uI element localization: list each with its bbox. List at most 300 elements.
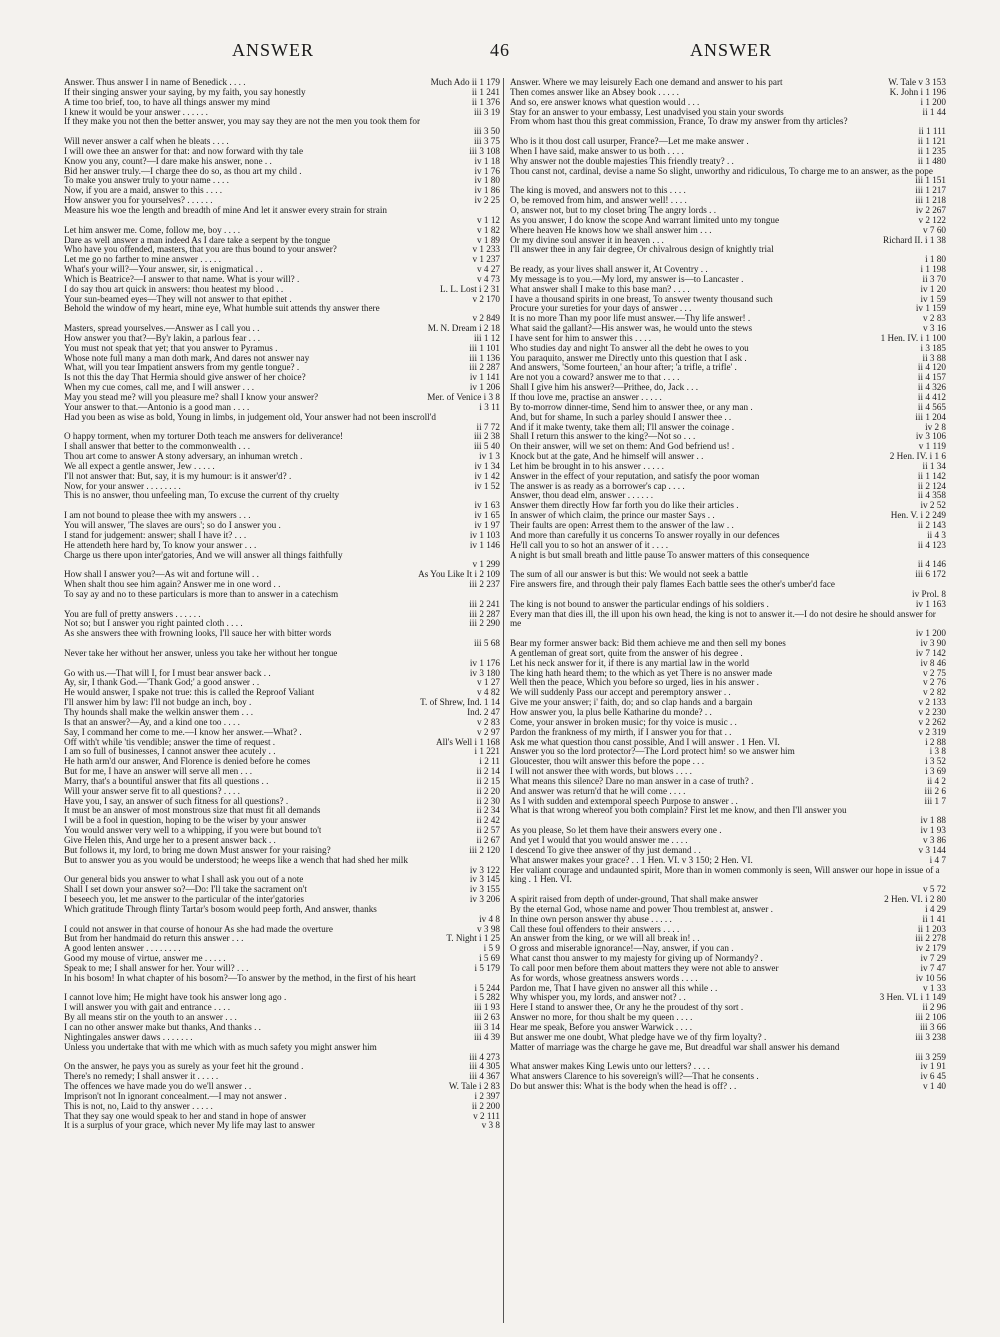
play-reference: iii 1 7 — [924, 795, 946, 806]
quotation-entry — [510, 373, 946, 383]
quotation-entry — [510, 403, 946, 413]
quotation-text: By to-morrow dinner-time, Send him to answer thee, or any man . — [510, 402, 753, 412]
quotation-text: Stay for an answer to your embassy, Lest unadvised you stain your swords — [510, 107, 784, 117]
quotation-text: As you answer, I do know the scope And warrant limited unto my tongue — [510, 215, 780, 225]
quotation-entry — [64, 806, 500, 816]
quotation-text: Off with't while 'tis vendible; answer the time of request . — [64, 737, 276, 747]
quotation-entry — [510, 521, 946, 531]
play-reference: ii 4 120 — [917, 362, 946, 373]
play-reference: iv 4 8 — [479, 913, 500, 924]
quotation-text: I will answer you with gait and entrance . . . . — [64, 1003, 231, 1013]
quotation-entry — [510, 206, 946, 216]
quotation-text: Speak to me; I shall answer for her. Your will? . . . — [64, 963, 249, 973]
play-reference: i 3 8 — [929, 746, 946, 757]
quotation-text: I will be a fool in question, hoping to be the wiser by your answer — [64, 816, 307, 826]
play-reference: ii 2 57 — [476, 825, 500, 836]
quotation-entry — [510, 757, 946, 767]
quotation-entry — [510, 905, 946, 915]
quotation-entry — [64, 285, 500, 295]
play-reference: i 1 200 — [920, 96, 946, 107]
play-reference: iv 1 34 — [474, 460, 500, 471]
play-reference: iii 1 12 — [473, 332, 500, 343]
play-reference: ii 2 143 — [917, 519, 946, 530]
play-reference: All's Well i 1 168 — [435, 736, 500, 747]
quotation-text: Whose note full many a man doth mark, And dares not answer nay — [64, 353, 310, 363]
play-reference: v 3 98 — [477, 923, 500, 934]
play-reference: ii 1 480 — [917, 155, 946, 166]
quotation-text: O gross and miserable ignorance!—Nay, answer, if you can . — [510, 944, 734, 954]
quotation-text: Which is Beatrice?—I answer to that name. What is your will? . — [64, 274, 300, 284]
quotation-entry — [64, 875, 500, 885]
play-reference: i 5 244 — [474, 982, 500, 993]
play-reference: iv 6 45 — [920, 1071, 946, 1082]
quotation-entry — [64, 905, 500, 925]
play-reference: v 1 299 — [472, 559, 500, 570]
play-reference: iii 3 66 — [919, 1022, 946, 1032]
play-reference: ii 4 2 — [927, 775, 946, 786]
play-reference: v 2 97 — [477, 726, 500, 737]
play-reference: Hen. V. i 2 249 — [890, 510, 946, 521]
play-reference: iv 1 20 — [920, 283, 946, 294]
quotation-text: I shall answer that better to the commonwealth . . . — [64, 442, 250, 452]
quotation-entry — [510, 78, 946, 88]
quotation-text: Then comes answer like an Absey book . . . . . — [510, 87, 679, 97]
play-reference: ii 2 30 — [476, 795, 500, 806]
play-reference: ii 1 34 — [922, 460, 946, 471]
play-reference: W. Tale v 3 153 — [888, 78, 946, 87]
quotation-entry — [64, 344, 500, 354]
play-reference: iv 2 52 — [920, 500, 946, 511]
quotation-text: Will your answer serve fit to all questions? . . . . — [64, 786, 240, 796]
quotation-text: What answers Clarence to his sovereign's will?—That he consents . — [510, 1072, 759, 1082]
play-reference: iii 6 172 — [915, 569, 946, 580]
quotation-text: A good lenten answer . . . . . . . . — [64, 944, 181, 954]
quotation-text: And yet I would that you would answer me . . . . — [510, 835, 688, 845]
play-reference: iii 2 38 — [473, 431, 500, 442]
play-reference: iv 3 106 — [915, 431, 946, 442]
quotation-text: How answer you, la plus belle Katharine du monde? . . — [510, 708, 712, 717]
play-reference: v 1 12 — [477, 214, 500, 225]
quotation-text: Shall I return this answer to the king?—Not so . . . — [510, 432, 696, 442]
quotation-text: What's your will?—Your answer, sir, is enigmatical . . — [64, 265, 263, 275]
play-reference: M. N. Dream i 2 18 — [427, 323, 500, 334]
play-reference: 3 Hen. VI. i 1 149 — [879, 992, 946, 1003]
quotation-entry — [64, 718, 500, 728]
quotation-entry — [64, 767, 500, 777]
play-reference: v 3 8 — [481, 1120, 500, 1131]
quotation-entry — [64, 393, 500, 403]
quotation-entry — [64, 816, 500, 826]
quotation-entry — [510, 974, 946, 984]
quotation-text: And answers, 'Some fourteen,' an hour after; 'a trifle, a trifle' . — [510, 363, 737, 373]
quotation-text: What said the gallant?—His answer was, he would unto the stews — [510, 324, 753, 334]
quotation-text: O, be removed from him, and answer well! . . . . — [510, 196, 687, 206]
play-reference: iii 2 241 — [469, 598, 500, 609]
quotation-entry — [64, 1112, 500, 1122]
play-reference: K. John i 1 196 — [889, 86, 946, 97]
play-reference: ii 1 241 — [471, 86, 500, 97]
quotation-text: Answer in the effect of your reputation, and satisfy the poor woman — [510, 471, 760, 481]
play-reference: v 4 27 — [477, 264, 500, 275]
play-reference: ii 1 376 — [471, 96, 500, 107]
quotation-entry — [64, 590, 500, 610]
quotation-entry — [510, 836, 946, 846]
quotation-text: Their faults are open: Arrest them to the answer of the law . . — [510, 520, 734, 530]
play-reference: i 1 221 — [474, 746, 500, 757]
play-reference: v 2 83 — [477, 716, 500, 727]
play-reference: v 2 82 — [923, 687, 946, 698]
play-reference: 2 Hen. VI. i 2 80 — [884, 894, 946, 905]
quotation-text: To make you answer truly to your name . . . . — [64, 176, 229, 186]
play-reference: iii 2 120 — [469, 844, 500, 855]
quotation-entry — [510, 580, 946, 600]
play-reference: T. Night i 1 25 — [446, 933, 500, 944]
quotation-entry — [510, 728, 946, 738]
quotation-text: How shall I answer you?—As wit and fortune will . . — [64, 570, 259, 580]
quotation-text: The sum of all our answer is but this: We would not seek a battle — [510, 570, 748, 580]
play-reference: v 3 144 — [918, 844, 946, 855]
quotation-text: Let him be brought in to his answer . . . . . — [510, 461, 664, 471]
quotation-entry — [510, 344, 946, 354]
quotation-text: How answer you for yourselves? . . . . . . — [64, 196, 213, 206]
quotation-text: Dare as well answer a man indeed As I dare take a serpent by the tongue — [64, 235, 331, 245]
quotation-text: Knock but at the gate, And he himself will answer . . — [510, 452, 704, 462]
quotation-text: I have sent for him to answer this . . . . — [510, 333, 652, 343]
quotation-text: Have you, I say, an answer of such fitness for all questions? . — [64, 796, 289, 806]
quotation-text: A time too brief, too, to have all things answer my mind — [64, 97, 270, 107]
quotation-text: You would answer very well to a whipping, if you were but bound to't — [64, 826, 322, 836]
quotation-text: If they make you not then the better answer, you may say they are not the men you took them for — [64, 116, 421, 127]
play-reference: v 2 133 — [918, 697, 946, 708]
quotation-entry — [510, 934, 946, 944]
play-reference: iv 1 86 — [474, 185, 500, 196]
play-reference: ii 2 42 — [476, 815, 500, 826]
quotation-entry — [510, 698, 946, 708]
quotation-text: Charge us there upon inter'gatories, And we will answer all things faithfully — [64, 549, 343, 560]
play-reference: iv 1 18 — [474, 155, 500, 166]
quotation-text: Thou art come to answer A stony adversary, an inhuman wretch . — [64, 452, 303, 462]
quotation-entry — [510, 1023, 946, 1033]
play-reference: iii 1 218 — [915, 195, 946, 206]
play-reference: v 5 72 — [923, 884, 946, 895]
quotation-text: Now, for your answer . . . . . . . . — [64, 481, 181, 491]
quotation-text: This is not, no, Laid to thy answer . . . . . — [64, 1101, 213, 1111]
quotation-text: To say ay and no to these particulars is more than to answer in a catechism — [64, 588, 339, 599]
quotation-entry — [64, 797, 500, 807]
play-reference: i 2 88 — [925, 736, 946, 747]
quotation-entry — [64, 275, 500, 285]
play-reference: iii 1 93 — [473, 1002, 500, 1013]
quotation-text: Good my mouse of virtue, answer me . . . . . — [64, 954, 226, 964]
quotation-text: Answer. Thus answer I in name of Benedick . . . . — [64, 78, 246, 87]
play-reference: iv 1 63 — [474, 500, 500, 511]
play-reference: v 1 40 — [923, 1081, 946, 1092]
play-reference: v 3 16 — [923, 323, 946, 334]
play-reference: ii 2 124 — [917, 480, 946, 491]
quotation-text: Never take her without her answer, unless you take her without her tongue — [64, 647, 338, 658]
quotation-entry — [64, 925, 500, 935]
quotation-entry — [510, 314, 946, 324]
play-reference: v 2 122 — [918, 214, 946, 225]
quotation-text: On their answer, will we set on them: And God befriend us! . — [510, 442, 735, 452]
quotation-text: I am so full of businesses, I cannot answer thee acutely . . — [64, 747, 276, 757]
play-reference: i 2 397 — [474, 1090, 500, 1101]
play-reference: v 1 27 — [477, 677, 500, 688]
quotation-entry — [510, 137, 946, 147]
quotation-entry — [510, 649, 946, 659]
column-divider — [503, 78, 504, 1323]
quotation-entry — [64, 856, 500, 876]
play-reference: i 3 69 — [925, 766, 946, 777]
quotation-text: He hath arm'd our answer, And Florence is denied before he comes — [64, 757, 311, 767]
quotation-entry — [510, 964, 946, 974]
play-reference: ii 2 200 — [471, 1100, 500, 1111]
quotation-text: Procure your sureties for your days of answer . . . — [510, 304, 692, 314]
quotation-text: A spirit raised from depth of under-ground, That shall make answer — [510, 895, 758, 905]
quotation-entry — [510, 354, 946, 364]
quotation-entry — [510, 747, 946, 757]
quotation-text: Behold the window of my heart, mine eye, What humble suit attends thy answer there — [64, 303, 380, 314]
play-reference: iv 1 76 — [474, 165, 500, 176]
left-column — [64, 78, 500, 1323]
quotation-text: What is that wrong whereof you both complain? First let me know, and then I'll answer you — [510, 805, 847, 816]
page-number: 46 — [490, 40, 510, 60]
play-reference: iii 1 151 — [915, 175, 946, 186]
quotation-entry — [510, 767, 946, 777]
quotation-entry — [64, 147, 500, 157]
play-reference: iii 1 204 — [915, 411, 946, 422]
quotation-text: You paraquito, answer me Directly unto this question that I ask . — [510, 353, 747, 363]
quotation-text: Imprison't not In ignorant concealment.—I may not answer . — [64, 1091, 287, 1101]
play-reference: iv 1 65 — [474, 510, 500, 521]
quotation-entry — [64, 304, 500, 324]
quotation-text: Answer, thou dead elm, answer . . . . . . — [510, 491, 654, 501]
quotation-entry — [510, 472, 946, 482]
quotation-entry — [510, 895, 946, 905]
play-reference: v 3 86 — [923, 834, 946, 845]
play-reference: ii 1 111 — [918, 126, 946, 137]
quotation-entry — [64, 1062, 500, 1072]
play-reference: v 2 111 — [473, 1110, 500, 1121]
play-reference: iii 2 290 — [469, 618, 500, 629]
play-reference: iii 5 40 — [473, 441, 500, 452]
quotation-text: The king is moved, and answers not to this . . . . — [510, 186, 686, 196]
quotation-entry — [510, 777, 946, 787]
play-reference: v 7 60 — [923, 224, 946, 235]
quotation-text: As I with sudden and extemporal speech Purpose to answer . . — [510, 796, 738, 806]
play-reference: ii 4 157 — [917, 372, 946, 383]
play-reference: 2 Hen. IV. i 1 6 — [889, 451, 946, 462]
quotation-text: Which gratitude Through flinty Tartar's bosom would peep forth, And answer, thanks — [64, 903, 377, 914]
quotation-text: This is no answer, thou unfeeling man, To excuse the current of thy cruelty — [64, 490, 340, 501]
quotation-text: Do but answer this: What is the body when the head is off? . . — [510, 1082, 737, 1092]
quotation-entry — [510, 383, 946, 393]
play-reference: iv 1 146 — [469, 539, 500, 550]
quotation-entry — [510, 688, 946, 698]
quotation-entry — [64, 334, 500, 344]
quotation-text: Come, your answer in broken music; for thy voice is music . . — [510, 717, 737, 727]
play-reference: i 5 179 — [474, 962, 500, 973]
quotation-text: Unless you undertake that with me which with as much safety you might answer him — [64, 1041, 377, 1052]
quotation-entry — [64, 137, 500, 147]
quotation-text: Our general bids you answer to what I shall ask you out of a note — [64, 875, 304, 885]
quotation-text: Ay, sir, I thank God.—'Thank God;' a good answer . . — [64, 678, 260, 688]
quotation-text: What canst thou answer to my majesty for giving up of Normandy? . — [510, 954, 763, 964]
quotation-text: And answer was return'd that he will come . . . . — [510, 786, 686, 796]
quotation-entry — [510, 826, 946, 836]
play-reference: iv 1 141 — [469, 372, 500, 383]
quotation-entry — [64, 236, 500, 246]
quotation-entry — [510, 491, 946, 501]
running-head-left: ANSWER — [232, 40, 314, 60]
quotation-text: Bear my former answer back: Bid them achieve me and then sell my bones — [510, 639, 786, 649]
quotation-entry — [510, 88, 946, 98]
play-reference: i 3 11 — [479, 401, 500, 412]
play-reference: i 4 29 — [925, 903, 946, 914]
quotation-text: In answer of which claim, the prince our master Says . . — [510, 511, 715, 521]
quotation-entry — [510, 639, 946, 649]
quotation-entry — [64, 186, 500, 196]
quotation-text: That they say one would speak to her and stand in hope of answer — [64, 1111, 307, 1121]
quotation-entry — [64, 993, 500, 1003]
quotation-text: Answer them directly How far forth you do like their articles . — [510, 501, 739, 511]
play-reference: v 4 82 — [477, 687, 500, 698]
play-reference: ii 1 121 — [917, 136, 946, 147]
quotation-entry — [510, 413, 946, 423]
quotation-text: As she answers thee with frowning looks, I'll sauce her with bitter words — [64, 628, 332, 639]
play-reference: ii 1 235 — [917, 145, 946, 156]
quotation-text: Here I stand to answer thee, Or any he the proudest of thy sort . — [510, 1003, 744, 1013]
quotation-entry — [64, 747, 500, 757]
play-reference: ii 2 14 — [476, 766, 500, 777]
play-reference: As You Like It i 2 109 — [418, 569, 500, 580]
play-reference: iv 3 145 — [469, 874, 500, 885]
play-reference: iv 1 200 — [915, 628, 946, 639]
quotation-text: Thy hounds shall make the welkin answer them . . . — [64, 708, 254, 717]
quotation-entry — [64, 1102, 500, 1112]
play-reference: ii 2 20 — [476, 785, 500, 796]
quotation-entry — [64, 442, 500, 452]
quotation-text: Fire answers fire, and through their paly flames Each battle sees the other's umber'd face — [510, 579, 836, 590]
play-reference: ii 1 203 — [917, 923, 946, 934]
quotation-text: A gentleman of great sort, quite from the answer of his degree . — [510, 648, 743, 658]
quotation-text: May you stead me? will you pleasure me? shall I know your answer? — [64, 393, 319, 402]
quotation-text: A night is but small breath and little pause To answer matters of this consequence — [510, 549, 810, 560]
quotation-entry — [64, 1121, 500, 1131]
quotation-text: Shall I give him his answer?—Prithee, do, Jack . . . — [510, 383, 699, 393]
play-reference: i 5 69 — [479, 953, 500, 964]
quotation-entry — [510, 363, 946, 373]
play-reference: ii 3 88 — [922, 352, 946, 363]
quotation-entry — [510, 531, 946, 541]
quotation-entry — [510, 196, 946, 206]
play-reference: iii 2 6 — [924, 785, 946, 796]
play-reference: iv 3 155 — [469, 884, 500, 895]
play-reference: ii 1 41 — [922, 913, 946, 924]
play-reference: T. of Shrew, Ind. 1 14 — [420, 697, 500, 708]
quotation-entry — [64, 462, 500, 472]
quotation-text: I am not bound to please thee with my answers . . . — [64, 511, 251, 521]
quotation-text: Be ready, as your lives shall answer it, At Coventry . . — [510, 265, 708, 275]
quotation-text: I could not answer in that course of honour As she had made the overture — [64, 924, 333, 934]
quotation-entry — [510, 334, 946, 344]
quotation-entry — [64, 708, 500, 718]
quotation-text: Ask me what question thou canst possible, And I will answer . 1 Hen. VI. — [510, 737, 780, 747]
quotation-text: I beseech you, let me answer to the particular of the inter'gatories — [64, 895, 304, 905]
play-reference: iv 1 42 — [474, 470, 500, 481]
page-header — [0, 40, 1000, 70]
play-reference: iii 2 237 — [469, 579, 500, 590]
quotation-entry — [64, 452, 500, 462]
play-reference: iv 1 80 — [474, 175, 500, 186]
quotation-entry — [510, 1072, 946, 1082]
quotation-text: Go with us.—That will I, for I must bear answer back . . — [64, 668, 271, 678]
quotation-text: Say, I command her come to me.—I know her answer.—What? . — [64, 727, 302, 737]
quotation-text: There's no remedy; I shall answer it . . . . . — [64, 1072, 219, 1082]
play-reference: v 2 75 — [923, 667, 946, 678]
quotation-entry — [510, 304, 946, 314]
quotation-text: What answer shall I make to this base man? . . . . — [510, 284, 690, 294]
quotation-entry — [64, 432, 500, 442]
quotation-entry — [510, 452, 946, 462]
play-reference: ii 4 565 — [917, 401, 946, 412]
quotation-entry — [510, 167, 946, 187]
quotation-text: Give Helen this, And urge her to a present answer back . . — [64, 835, 276, 845]
play-reference: v 1 237 — [472, 254, 500, 265]
quotation-entry — [510, 669, 946, 679]
play-reference: iv 7 47 — [920, 962, 946, 973]
quotation-text: Call these foul offenders to their answers . . . . — [510, 924, 680, 934]
quotation-text: But for me, I have an answer will serve all men . . . — [64, 767, 253, 777]
play-reference: iii 4 367 — [469, 1071, 500, 1082]
quotation-text: I'll answer thee in any fair degree, Or chivalrous design of knightly trial — [510, 244, 774, 255]
quotation-text: The answer is as ready as a borrower's cap . . . . — [510, 481, 685, 491]
quotation-text: He would answer, I spake not true: this is called the Reproof Valiant — [64, 688, 315, 698]
quotation-entry — [64, 1082, 500, 1092]
quotation-entry — [64, 265, 500, 275]
play-reference: ii 4 326 — [917, 382, 946, 393]
quotation-entry — [510, 432, 946, 442]
running-head-right: ANSWER — [690, 40, 772, 60]
play-reference: v 1 82 — [477, 224, 500, 235]
quotation-entry — [510, 285, 946, 295]
quotation-entry — [510, 1013, 946, 1023]
quotation-text: Who studies day and night To answer all the debt he owes to you — [510, 343, 749, 353]
quotation-text: I descend To give thee answer of thy just demand . . — [510, 845, 701, 855]
play-reference: iv 2 25 — [474, 195, 500, 206]
quotation-entry — [64, 157, 500, 167]
play-reference: iv 1 97 — [474, 519, 500, 530]
quotation-text: I'll answer him by law: I'll not budge an inch, boy . — [64, 698, 252, 708]
quotation-text: Her valiant courage and undaunted spirit, More than in women commonly is seen, Will answer our hope in issue of a king . 1 Hen. VI. — [510, 864, 940, 885]
quotation-entry — [64, 117, 500, 137]
quotation-entry — [64, 974, 500, 994]
play-reference: iii 3 50 — [473, 126, 500, 137]
quotation-entry — [64, 934, 500, 944]
quotation-text: Answer. Where we may leisurely Each one demand and answer to his part — [510, 78, 783, 87]
play-reference: L. L. Lost i 2 31 — [440, 283, 500, 294]
quotation-entry — [510, 462, 946, 472]
quotation-entry — [510, 216, 946, 226]
play-reference: i 1 80 — [925, 254, 946, 265]
play-reference: 1 Hen. IV. i 1 100 — [880, 332, 946, 343]
play-reference: Mer. of Venice i 3 8 — [427, 392, 500, 402]
play-reference: iv 2 179 — [915, 943, 946, 954]
quotation-text: You will answer, 'The slaves are ours'; so do I answer you . — [64, 520, 281, 530]
quotation-entry — [64, 757, 500, 767]
quotation-entry — [510, 423, 946, 433]
quotation-text: Pardon me, That I have given no answer all this while . . — [510, 983, 718, 993]
